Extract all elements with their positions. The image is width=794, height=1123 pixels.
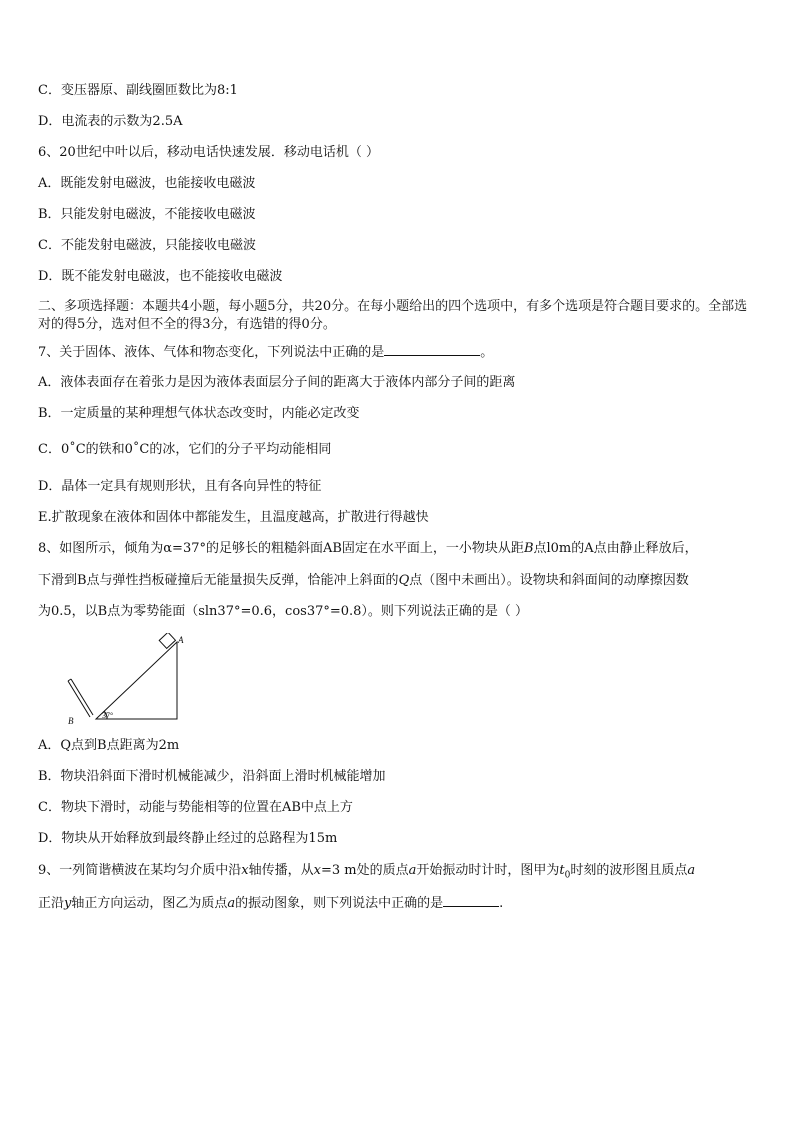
q7-option-d: D．晶体一定具有规则形状，且有各向异性的特征 — [38, 479, 322, 494]
q8-var-b: B — [523, 541, 534, 556]
q7-stem — [38, 343, 493, 361]
q5-option-c: C．变压器原、副线圈匝数比为8:1 — [38, 83, 238, 98]
q9-text: . — [499, 896, 504, 911]
q6-option-d: D．既不能发射电磁波，也不能接收电磁波 — [38, 269, 283, 284]
q9-text: 正沿 — [38, 896, 65, 911]
q5-option-d: D．电流表的示数为2.5A — [38, 114, 183, 129]
q9-text: 9、一列简谐横波在某均匀介质中沿 — [38, 863, 242, 878]
q7-option-c: C．0˚C的铁和0˚C的冰，它们的分子平均动能相同 — [38, 442, 332, 457]
q8-var-q: Q — [398, 573, 410, 588]
q8-text: 点（图中未画出）。设物块和斜面间的动摩擦因数 — [409, 573, 689, 588]
label-b: B — [68, 716, 74, 725]
q9-text: 时刻的波形图且质点 — [570, 863, 688, 878]
q6-option-b: B．只能发射电磁波，不能接收电磁波 — [38, 207, 256, 222]
q9-stem-line-2 — [38, 894, 503, 912]
q9-text: =3 m处的质点 — [320, 863, 409, 878]
q9-subscript: 0 — [564, 870, 571, 881]
incline-triangle — [96, 642, 177, 719]
q7-option-b: B．一定质量的某种理想气体状态改变时，内能必定改变 — [38, 406, 360, 421]
q9-var: t — [559, 863, 565, 878]
q7-option-a: A．液体表面存在着张力是因为液体表面层分子间的距离大于液体内部分子间的距离 — [38, 375, 516, 390]
q9-var: x — [313, 863, 321, 878]
q9-text: 的振动图象，则下列说法中正确的是 — [235, 896, 444, 911]
q7-stem-end: 。 — [480, 345, 494, 360]
angle-label: 37° — [102, 711, 114, 720]
q9-var: a — [227, 896, 236, 911]
barrier — [68, 681, 90, 717]
answer-blank — [443, 894, 499, 907]
q8-option-c: C．物块下滑时，动能与势能相等的位置在AB中点上方 — [38, 800, 353, 815]
q8-stem-line-1 — [38, 541, 698, 557]
incline-figure — [60, 633, 190, 725]
q9-var: a — [687, 863, 696, 878]
q8-option-d: D．物块从开始释放到最终静止经过的总路程为15m — [38, 831, 338, 846]
q9-stem-line-1 — [38, 863, 695, 884]
q8-stem-line-3: 为0.5，以B点为零势能面（sln37°=0.6，cos37°=0.8）。则下列说法正确的是（ ） — [38, 604, 529, 619]
q9-var: x — [241, 863, 249, 878]
q9-text: 轴正方向运动，图乙为质点 — [71, 896, 228, 911]
answer-blank — [384, 343, 480, 356]
q9-var: a — [408, 863, 417, 878]
q9-text: 开始振动时计时，图甲为 — [416, 863, 560, 878]
section-2-intro: 二、多项选择题：本题共4小题，每小题5分，共20分。在每小题给出的四个选项中，有多个选项是符合题目要求的。全部选对的得5分，选对但不全的得3分，有选错的得0分。 — [38, 299, 748, 332]
q6-option-c: C．不能发射电磁波，只能接收电磁波 — [38, 238, 256, 253]
q8-stem-line-2 — [38, 573, 689, 589]
q8-option-b: B．物块沿斜面下滑时机械能减少，沿斜面上滑时机械能增加 — [38, 769, 386, 784]
q8-text: 点l0m的A点由静止释放后， — [533, 541, 698, 556]
q8-text: 8、如图所示，倾角为α=37°的足够长的粗糙斜面AB固定在水平面上，一小物块从距 — [38, 541, 524, 556]
q7-option-e: E.扩散现象在液体和固体中都能发生，且温度越高，扩散进行得越快 — [38, 510, 429, 525]
q6-stem: 6、20世纪中叶以后，移动电话快速发展．移动电话机（ ） — [38, 145, 379, 160]
q8-option-a: A．Q点到B点距离为2m — [38, 738, 180, 753]
q6-option-a: A．既能发射电磁波，也能接收电磁波 — [38, 176, 256, 191]
q7-stem-text: 7、关于固体、液体、气体和物态变化，下列说法中正确的是 — [38, 345, 385, 360]
q9-var: y — [64, 896, 72, 911]
label-a: A — [178, 635, 184, 645]
q8-text: 下滑到B点与弹性挡板碰撞后无能量损失反弹，恰能冲上斜面的 — [38, 573, 399, 588]
q9-text: 轴传播，从 — [248, 863, 314, 878]
